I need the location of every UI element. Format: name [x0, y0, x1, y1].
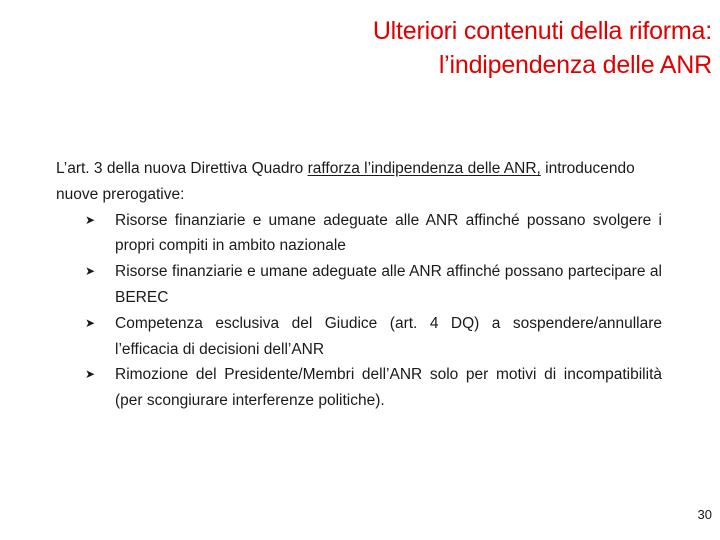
title-line-2: l’indipendenza delle ANR: [438, 51, 712, 79]
arrowhead-bullet-icon: ➤: [85, 264, 96, 279]
list-item-text: Rimozione del Presidente/Membri dell’ANR solo per motivi di incompatibilità (per scongiurare interferenze politiche).: [115, 366, 662, 410]
arrowhead-bullet-icon: ➤: [85, 212, 96, 227]
list-item: [56, 259, 662, 311]
slide-title: [192, 14, 712, 82]
intro-text-before: L’art. 3 della nuova Direttiva Quadro: [56, 160, 308, 177]
list-item-text: Competenza esclusiva del Giudice (art. 4 DQ) a sospendere/annullare l’efficacia di decisioni dell’ANR: [115, 314, 662, 358]
list-item-text: Risorse finanziarie e umane adeguate alle ANR affinché possano svolgere i propri compiti in ambito nazionale: [115, 211, 662, 255]
slide-body: [56, 156, 662, 414]
arrowhead-bullet-icon: ➤: [85, 367, 96, 382]
title-line-1: Ulteriori contenuti della riforma:: [372, 17, 712, 45]
intro-text-after: introducendo nuove prerogative:: [56, 160, 635, 203]
intro-highlight: rafforza l’indipendenza delle ANR,: [307, 160, 541, 177]
list-item: [56, 311, 662, 363]
intro-paragraph: [56, 156, 662, 208]
arrowhead-bullet-icon: ➤: [85, 315, 96, 330]
list-item: [56, 362, 662, 414]
list-item: [56, 208, 662, 260]
list-item-text: Risorse finanziarie e umane adeguate alle ANR affinché possano partecipare al BEREC: [115, 263, 662, 306]
page-number: 30: [697, 507, 712, 522]
bullet-list: [56, 208, 662, 414]
